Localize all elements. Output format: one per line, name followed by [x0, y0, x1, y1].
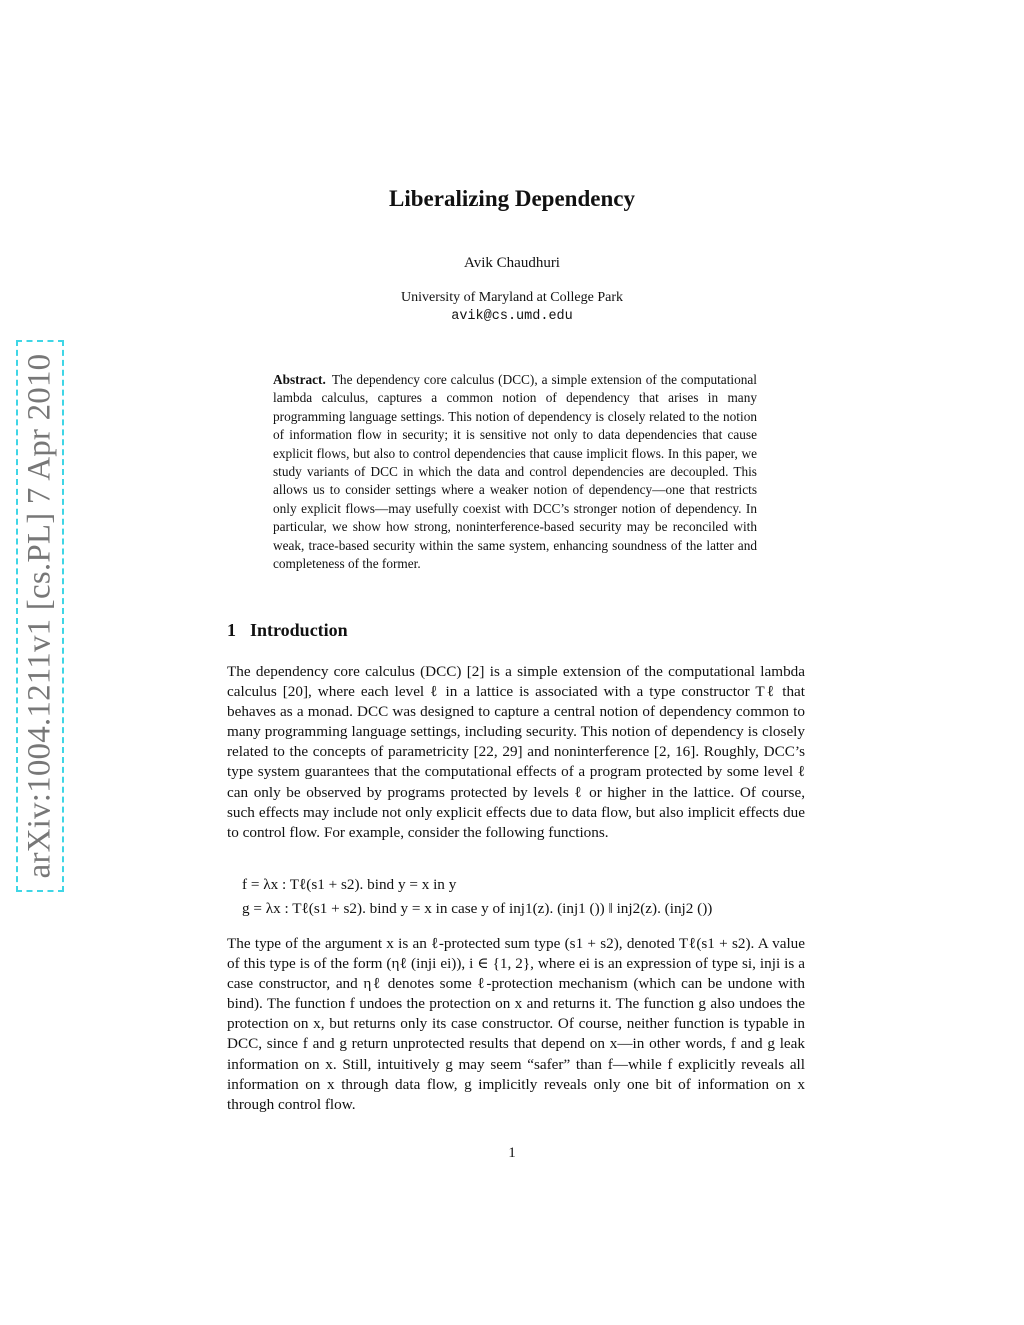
- paper-title: Liberalizing Dependency: [389, 186, 635, 211]
- author-name: Avik Chaudhuri: [464, 255, 560, 271]
- section-title: Introduction: [250, 620, 348, 640]
- abstract-text: The dependency core calculus (DCC), a simple extension of the computational lambda calculus, captures a common notion of dependency that arises in many programming language settings. This notion of dependency is closely related to the notion of information flow in security; it is sensitive not only to data dependencies that cause explicit flows, but also to control dependencies that cause implicit flows. In this paper, we study variants of DCC in which the data and control dependencies are decoupled. This allows us to consider settings where a weaker notion of dependency—one that restricts only explicit flows—may usefully coexist with DCC’s stronger notion of dependency. In particular, we show how strong, noninterference-based security may be reconciled with weak, trace-based security within the same system, enhancing soundness of the latter and completeness of the former.: [273, 372, 757, 572]
- abstract-label: Abstract.: [273, 372, 326, 387]
- equation-g: g = λx : Tℓ(s1 + s2). bind y = x in case y of inj1(z). (inj1 ()) ‖ inj2(z). (inj2 ()): [242, 900, 713, 917]
- section-heading: [227, 620, 348, 641]
- affiliation: University of Maryland at College Park: [400, 290, 623, 305]
- arxiv-id: arXiv:1004.1211v1 [cs.PL] 7 Apr 2010: [21, 353, 58, 879]
- author-email: avik@cs.umd.edu: [451, 309, 573, 324]
- second-paragraph: The type of the argument x is an ℓ-protected sum type (s1 + s2), denoted Tℓ(s1 + s2). A value of this type is of the form (ηℓ (inji ei)), i ∈ {1, 2}, where ei is an expression of type si, inji is a case constructor, and ηℓ denotes some ℓ-protection mechanism (which can be undone with bind). The function f undoes the protection on x and returns it. The function g also undoes the protection on x, but returns only its case constructor. Of course, neither function is typable in DCC, since f and g return unprotected results that depend on x—in other words, f and g leak information on x. Still, intuitively g may seem “safer” than f—while f explicitly reveals all information on x through data flow, g implicitly reveals only one bit of information on x through control flow.: [227, 935, 805, 1113]
- abstract: [273, 371, 757, 573]
- intro-paragraph: The dependency core calculus (DCC) [2] is a simple extension of the computational lambda calculus [20], where each level ℓ in a lattice is associated with a type constructor Tℓ that behaves as a monad. DCC was designed to capture a central notion of dependency common to many programming language settings, including security. This notion of dependency is closely related to the concepts of parametricity [22, 29] and noninterference [2, 16]. Roughly, DCC’s type system guarantees that the computational effects of a program protected by some level ℓ can only be observed by programs protected by levels ℓ or higher in the lattice. Of course, such effects may include not only explicit effects due to data flow, but also implicit effects due to control flow. For example, consider the following functions.: [227, 663, 805, 841]
- equation-f: f = λx : Tℓ(s1 + s2). bind y = x in y: [242, 876, 457, 893]
- arxiv-stamp: [16, 340, 64, 892]
- section-number: 1: [227, 620, 236, 640]
- page-number: 1: [508, 1145, 516, 1161]
